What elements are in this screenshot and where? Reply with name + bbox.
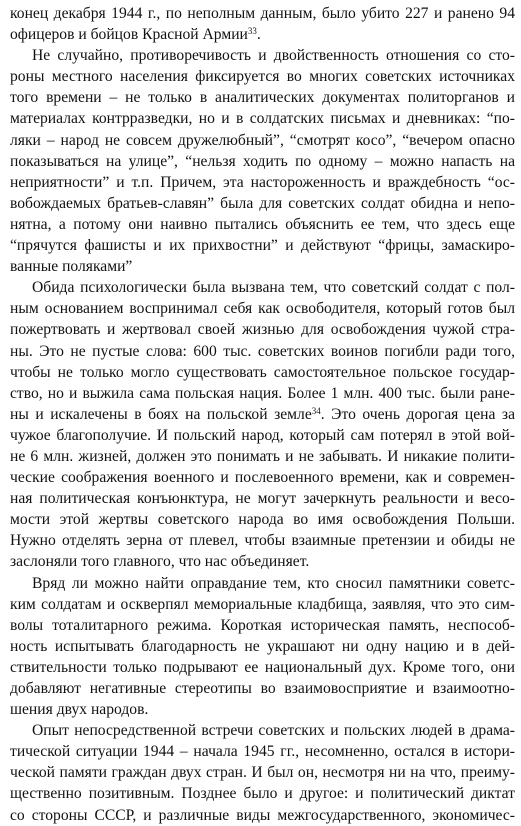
- line-text: добавляют негативные стереотипы во взаимовосприятие и взаимоотно-: [10, 680, 515, 697]
- text-line: [10, 657, 515, 678]
- text-line: [10, 783, 515, 804]
- text-line: [10, 108, 515, 129]
- text-line: [10, 193, 515, 214]
- text-line: [10, 636, 515, 657]
- text-line: [10, 404, 515, 425]
- text-line: [10, 762, 515, 783]
- text-line: [10, 594, 515, 615]
- text-line: [10, 66, 515, 87]
- line-text-continued: .: [256, 26, 261, 44]
- line-text: тической ситуации 1944 – начала 1945 гг., несомненно, остался в истори-: [10, 743, 515, 761]
- text-line: [10, 467, 515, 488]
- line-text: ная политическая конъюнктура, не могут зачеркнуть реальности и весо-: [10, 490, 515, 508]
- line-text: ванные поляками”: [10, 258, 133, 276]
- line-text: материалах контрразведки, но и в солдатских письмах и дневниках: “по-: [10, 110, 515, 128]
- text-line: [10, 298, 515, 319]
- line-text-continued: . Это очень дорогая цена за: [320, 405, 515, 423]
- line-text: Вряд ли можно найти оправдание тем, кто сносил памятники советс-: [32, 574, 515, 592]
- text-line: [10, 615, 515, 636]
- text-line: [10, 383, 515, 404]
- line-text: офицеров и бойцов Красной Армии: [10, 26, 248, 44]
- line-text: ны. Это не пустые слова: 600 тыс. советских воинов погибли ради того,: [10, 342, 515, 360]
- text-line: [10, 509, 515, 530]
- text-line: [10, 256, 515, 277]
- line-text: ческой памяти граждан двух стран. И был он, несмотря ни на что, преиму-: [10, 764, 515, 782]
- text-line: [10, 87, 515, 108]
- footnote-marker: 34: [311, 405, 321, 416]
- line-text: неприятности” и т.п. Причем, эта настороженность и враждебность “ос-: [10, 173, 515, 191]
- text-line: [10, 362, 515, 383]
- footnote-marker: 33: [247, 26, 257, 37]
- text-line: [10, 805, 515, 826]
- text-line: [10, 341, 515, 362]
- line-text: пожертвовать и жертвовал своей жизнью для освобождения чужой стра-: [10, 321, 515, 339]
- line-text: роны местного населения фиксируется во многих советских источниках: [10, 68, 515, 86]
- line-text: того времени – не только в аналитических документах политорганов и: [10, 89, 515, 107]
- text-line: [10, 130, 515, 151]
- line-text: ность испытывать благодарность не украшают ни одну нацию и в дей-: [10, 637, 515, 655]
- line-text: шения двух народов.: [10, 701, 149, 719]
- line-text: мости этой жертвы советского народа во имя освобождения Польши.: [10, 511, 515, 529]
- line-text: не 6 млн. жизней, должен это понимать и не забывать. И никакие полити-: [10, 447, 515, 465]
- text-line: [10, 277, 515, 298]
- text-line: [10, 530, 515, 551]
- text-line: [10, 319, 515, 340]
- line-text: вобождаемых братьев-славян” была для советских солдат обидна и непо-: [10, 194, 515, 212]
- text-line: [10, 425, 515, 446]
- line-text: ческие соображения военного и послевоенного времени, как и современ-: [10, 469, 515, 487]
- text-line: [10, 214, 515, 235]
- line-text: ство, но и выжила сама польская нация. Более 1 млн. 400 тыс. были ране-: [10, 384, 515, 402]
- text-line: [10, 741, 515, 762]
- line-text: волы тоталитарного режима. Короткая историческая память, неспособ-: [10, 616, 515, 634]
- text-line: [10, 45, 515, 66]
- line-text: чужое благополучие. И польский народ, который сам потерял в этой вой-: [10, 426, 515, 444]
- text-line: [10, 551, 515, 572]
- line-text: “прячутся фашисты и их прихвостни” и действуют “фрицы, замаскиро-: [10, 237, 515, 255]
- text-line: [10, 699, 515, 720]
- line-text: ляки – народ не совсем дружелюбный”, “смотрят косо”, “вечером опасно: [10, 131, 515, 149]
- line-text: Нужно отделять зерна от плевел, чтобы взаимные претензии и обиды не: [10, 532, 515, 550]
- line-text: ны и искалечены в боях на польской земле: [10, 405, 312, 423]
- line-text: чтобы не только могло существовать самостоятельное польское государ-: [10, 363, 515, 381]
- line-text: показываться на улице”, “нельзя ходить по одному – можно напасть на: [10, 152, 515, 170]
- text-line: [10, 24, 515, 45]
- text-line: [10, 235, 515, 256]
- line-text: Опыт непосредственной встречи советских и польских людей в драма-: [32, 722, 515, 740]
- line-text: щественно позитивным. Позднее было и другое: и политический диктат: [10, 785, 515, 803]
- line-text: ствительности только подрывают ее национальный дух. Кроме того, они: [10, 658, 515, 676]
- line-text: заслоняли того главного, что нас объединяет.: [10, 553, 310, 571]
- line-text: нятна, а потому они наивно пытались объяснить ее тем, что здесь еще: [10, 215, 515, 233]
- text-line: [10, 172, 515, 193]
- line-text: Обида психологически была вызвана тем, что советский солдат с пол-: [32, 279, 515, 297]
- line-text: ким солдатам и оскверпял мемориальные кладбища, заявляя, что это сим-: [10, 595, 515, 613]
- line-text: Не случайно, противоречивость и двойственность отношения со сто-: [32, 47, 515, 65]
- line-text: со стороны СССР, и различные виды межгосударственного, экономичес-: [10, 806, 515, 824]
- text-line: [10, 151, 515, 172]
- text-line: [10, 3, 515, 24]
- text-line: [10, 678, 515, 699]
- text-line: [10, 573, 515, 594]
- line-text: ным основанием воспринимал себя как освободителя, который готов был: [10, 300, 515, 318]
- text-line: [10, 720, 515, 741]
- line-text: конец декабря 1944 г., по неполным данным, было убито 227 и ранено 94: [10, 5, 515, 22]
- text-line: [10, 446, 515, 467]
- text-line: [10, 488, 515, 509]
